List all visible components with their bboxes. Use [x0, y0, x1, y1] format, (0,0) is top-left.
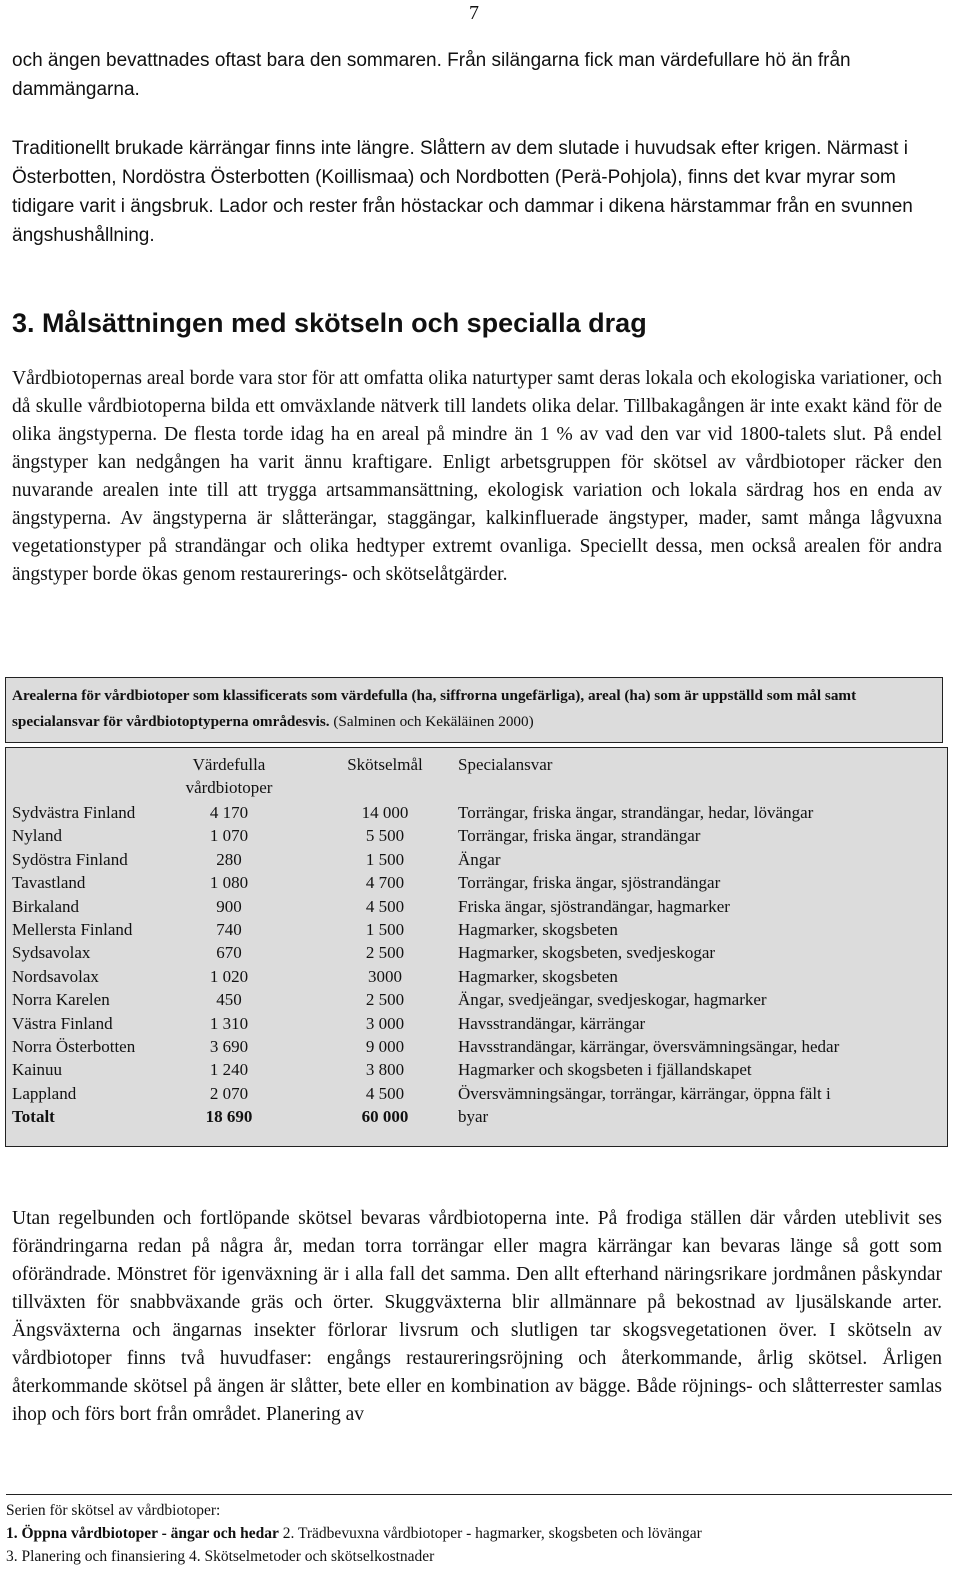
series-line-2 — [6, 1545, 952, 1568]
cell-target: 4 500 — [365, 896, 405, 916]
cell-valuable: 1 020 — [209, 966, 249, 986]
cell-target: 1 500 — [365, 849, 405, 869]
table-caption — [5, 677, 943, 743]
col-header-responsibility: Specialansvar — [458, 755, 553, 774]
cell-region: Sydsavolax — [12, 943, 91, 963]
cell-responsibility: Hagmarker och skogsbeten i fjällandskapet — [458, 1060, 752, 1080]
intro-paragraph-2: Traditionellt brukade kärrängar finns inte längre. Slåttern av dem slutade i huvudsak efter krigen. Närmast i Österbotten, Nordöstra Österbotten (Koillismaa) och Nordbotten (Perä-Pohjola), finns det kvar myrar som tidigare varit i ängsbruk. Lador och rester från höstackar och dammar i dikena härstammar från en svunnen ängshushållning. — [12, 138, 913, 246]
cell-valuable: 1 080 — [209, 873, 249, 893]
cell-responsibility: Havsstrandängar, kärrängar — [458, 1013, 646, 1033]
cell-region: Sydvästra Finland — [12, 803, 136, 822]
cell-valuable: 3 690 — [209, 1037, 249, 1056]
cell-valuable: 2 070 — [209, 1083, 249, 1103]
cell-target: 1 500 — [365, 920, 405, 939]
cell-responsibility: Torrängar, friska ängar, strandängar — [458, 826, 701, 846]
table-caption-source: (Salminen och Kekäläinen 2000) — [333, 713, 534, 730]
series-item-1: 1. Öppna vårdbiotoper - ängar och hedar — [6, 1525, 279, 1542]
cell-region: Sydöstra Finland — [12, 849, 128, 869]
cell-responsibility: Ängar, svedjeängar, svedjeskogar, hagmarker — [458, 990, 767, 1010]
page-number: 7 — [469, 2, 479, 24]
cell-region: Lappland — [12, 1083, 77, 1103]
cell-region: Tavastland — [12, 873, 86, 893]
cell-responsibility: Översvämningsängar, torrängar, kärrängar, öppna fält i — [458, 1083, 831, 1103]
cell-responsibility: Torrängar, friska ängar, sjöstrandängar — [458, 873, 721, 893]
table-caption-text: Arealerna för vårdbiotoper som klassificerats som värdefulla (ha, siffrorna ungefärliga), areal (ha) som är uppställd som mål samt specialansvar för vårdbiotoptyperna områdesvis. — [12, 687, 857, 730]
closing-paragraph: Utan regelbunden och fortlöpande skötsel bevaras vårdbiotoperna inte. På frodiga ställen där vården uteblivit ses förändringarna redan på några år, medan torra torrängar eller magra kärrängar kan bevaras länge så gott som oförändrade. Mönstret för igenväxning är i alla fall det samma. Den allt efterhand näringsrikare jordmånen påskyndar tillväxten för snabbväxande gräs och örter. Skuggväxterna blir allmännare på bekostnad av ljusälskande arter. Ängsväxterna och ängarnas insekter förlorar livsrum och slutligen tar skogsvegetationen över. I skötseln av vårdbiotoper finns två huvudfaser: engångs restaureringsröjning och återkommande, årlig skötsel. Årligen återkommande skötsel på ängen är slåtter, bete eller en kombination av bägge. Både röjnings- och slåtterrester samlas ihop och förs bort från området. Planering av — [12, 1208, 942, 1425]
cell-responsibility: Hagmarker, skogsbeten, svedjeskogar — [458, 943, 716, 963]
cell-region: Nordsavolax — [12, 966, 99, 986]
cell-valuable: 18 690 — [205, 1107, 253, 1127]
cell-valuable: 450 — [216, 990, 242, 1010]
cell-valuable: 740 — [216, 920, 242, 939]
col-header-target: Skötselmål — [347, 755, 423, 774]
col-header-valuable: Värdefulla vårdbiotoper — [185, 755, 273, 797]
cell-region: Västra Finland — [12, 1013, 113, 1033]
series-label: Serien för skötsel av vårdbiotoper: — [6, 1502, 221, 1519]
cell-target: 2 500 — [365, 943, 405, 963]
series-footer — [6, 1494, 952, 1584]
cell-region: Kainuu — [12, 1060, 63, 1080]
cell-region: Birkaland — [12, 896, 80, 916]
cell-responsibility: Ängar — [458, 849, 501, 869]
section-heading: 3. Målsättningen med skötseln och specialla drag — [12, 308, 647, 338]
cell-responsibility: Havsstrandängar, kärrängar, översvämningsängar, hedar — [458, 1037, 840, 1056]
section-paragraph: Vårdbiotopernas areal borde vara stor för att omfatta olika naturtyper samt deras lokala och ekologiska variationer, och då skulle vårdbiotoperna bilda ett omväxlande nätverk till landets olika delar. Tillbakagången är inte exakt känd för de olika ängstyperna. De flesta torde idag ha en areal på mindre än 1 % av vad den var vid 1800-talets slut. På endel ängstyper kan nedgången ha varit ännu kraftigare. Enligt arbetsgruppen för skötsel av vårdbiotoper räcker den nuvarande arealen inte till att trygga artsammansättning, ekologisk variation och lokala särdrag hos en enda av ängstyperna. Av ängstyperna är slåtterängar, staggängar, kalkinfluerade ängstyper, mader, samt många lågvuxna vegetationstyper på strandängar och olika hedtyper extremt ovanliga. Speciellt dessa, men också arealen för andra ängstyper borde ökas genom restaurerings- och skötselåtgärder. — [12, 368, 942, 585]
data-table — [5, 747, 948, 1147]
cell-valuable: 1 310 — [209, 1013, 249, 1033]
cell-responsibility: Torrängar, friska ängar, strandängar, hedar, lövängar — [458, 803, 814, 822]
cell-valuable: 4 170 — [209, 803, 249, 822]
cell-target: 9 000 — [365, 1037, 405, 1056]
series-item-3: 3. Planering och finansiering — [6, 1548, 186, 1565]
cell-target: 3000 — [368, 966, 402, 986]
cell-target: 14 000 — [361, 803, 409, 822]
cell-valuable: 900 — [216, 896, 242, 916]
cell-region: Nyland — [12, 826, 63, 846]
cell-target: 60 000 — [361, 1107, 409, 1127]
series-item-4: 4. Skötselmetoder och skötselkostnader — [188, 1548, 435, 1565]
cell-target: 3 800 — [365, 1060, 405, 1080]
cell-target: 2 500 — [365, 990, 405, 1010]
cell-valuable: 1 070 — [209, 826, 249, 846]
cell-responsibility: Hagmarker, skogsbeten — [458, 966, 618, 986]
cell-responsibility: Hagmarker, skogsbeten — [458, 920, 618, 939]
cell-valuable: 1 240 — [209, 1060, 249, 1080]
cell-valuable: 670 — [216, 943, 242, 963]
cell-target: 5 500 — [365, 826, 405, 846]
cell-target: 3 000 — [365, 1013, 405, 1033]
cell-target: 4 700 — [365, 873, 405, 893]
cell-responsibility: byar — [458, 1107, 489, 1127]
cell-region: Norra Karelen — [12, 990, 110, 1010]
cell-responsibility: Friska ängar, sjöstrandängar, hagmarker — [458, 896, 730, 916]
intro-paragraph-1: och ängen bevattnades oftast bara den sommaren. Från silängarna fick man värdefullare hö än från dammängarna. — [12, 50, 851, 100]
series-line-1 — [6, 1522, 952, 1545]
cell-valuable: 280 — [216, 849, 242, 869]
series-item-2: 2. Trädbevuxna vårdbiotoper - hagmarker, skogsbeten och lövängar — [282, 1525, 702, 1542]
cell-region: Norra Österbotten — [12, 1037, 136, 1056]
cell-target: 4 500 — [365, 1083, 405, 1103]
cell-region: Mellersta Finland — [12, 920, 133, 939]
cell-region: Totalt — [12, 1107, 55, 1127]
